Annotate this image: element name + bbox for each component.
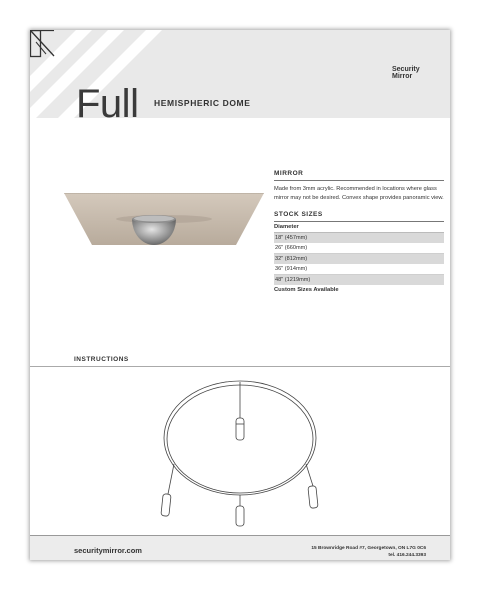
logo-line1: Security xyxy=(392,66,420,73)
contact-info xyxy=(311,545,426,559)
address-text: 15 Brownridge Road #7, Georgetown, ON L7G 0C6 xyxy=(311,546,426,551)
logo-wordmark xyxy=(392,66,420,80)
website-link[interactable]: securitymirror.com xyxy=(74,546,142,555)
mounting-diagram xyxy=(155,378,325,528)
stock-sizes-heading: STOCK SIZES xyxy=(274,211,444,222)
page-subtitle: HEMISPHERIC DOME xyxy=(154,98,251,108)
instructions-heading: INSTRUCTIONS xyxy=(74,356,129,363)
spec-sheet xyxy=(30,30,450,560)
logo-line2: Mirror xyxy=(392,73,413,80)
size-row: 32" (812mm) xyxy=(274,254,444,264)
footer-divider xyxy=(30,535,450,536)
header-band xyxy=(30,30,450,126)
size-row: 36" (914mm) xyxy=(274,264,444,275)
product-photo xyxy=(64,193,264,253)
security-mirror-logo-icon xyxy=(30,30,78,62)
specifications-panel xyxy=(274,170,444,293)
diameter-label: Diameter xyxy=(274,222,444,233)
page-title: Full xyxy=(76,82,139,126)
instructions-divider xyxy=(30,366,450,367)
size-row: 48" (1219mm) xyxy=(274,275,444,285)
custom-sizes-note: Custom Sizes Available xyxy=(274,287,339,293)
mirror-heading: MIRROR xyxy=(274,170,444,181)
phone-text: tel. 416.244.3393 xyxy=(388,553,426,558)
size-row: 18" (457mm) xyxy=(274,233,444,243)
mirror-description: Made from 3mm acrylic. Recommended in locations where glass mirror may not be desired. Convex shape provides panoramic view. xyxy=(274,186,444,201)
size-row: 26" (660mm) xyxy=(274,243,444,254)
